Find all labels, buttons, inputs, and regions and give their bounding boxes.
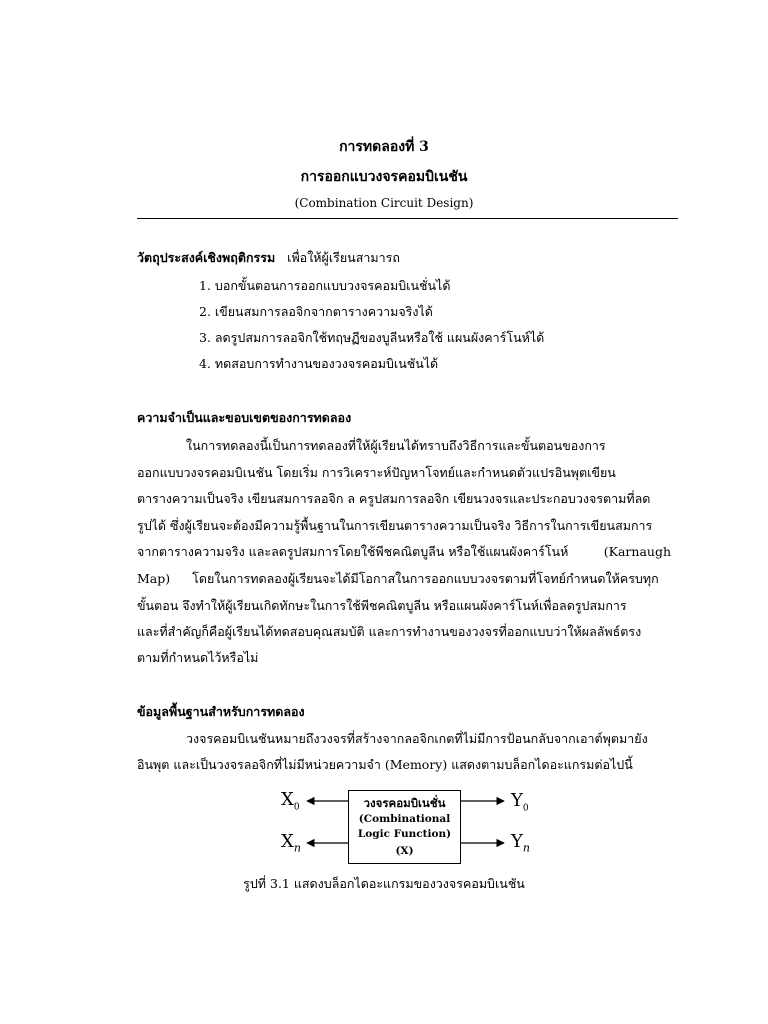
- scope-text: (Karnaugh: [603, 544, 671, 559]
- output-yn-label: $Y_n$: [511, 831, 530, 855]
- input-x0-label: $X_0$: [281, 789, 300, 813]
- block-label-line: Logic Function): [357, 828, 452, 840]
- experiment-title: การออกแบวงจรคอมบิเนชัน: [300, 169, 468, 185]
- scope-paragraph-line: ตามที่กำหนดไว้หรือไม่: [137, 650, 259, 665]
- block-title: วงจรคอมบิเนชั่น: [363, 796, 446, 810]
- scope-heading: ความจำเป็นและขอบเขตของการทดลอง: [137, 410, 352, 425]
- background-heading: ข้อมูลพื้นฐานสำหรับการทดลอง: [137, 704, 305, 719]
- scope-paragraph-line: ออกแบบวงจรคอมบิเนชัน โดยเริ่ม การวิเคราะห์ปัญหาโจทย์และกำหนดตัวแปรอินพุตเขียน: [137, 465, 616, 480]
- scope-paragraph-line: และที่สำคัญก็คือผู้เรียนได้ทดสอบคุณสมบัติ และการทำงานของวงจรที่ออกแบบว่าให้ผลลัพธ์ตรง: [137, 624, 642, 639]
- background-paragraph-line: อินพุต และเป็นวงจรลอจิกที่ไม่มีหน่วยความจำ (Memory) แสดงตามบล็อกไดอะแกรมต่อไปนี้: [137, 757, 633, 772]
- scope-text: จากตารางความจริง และลดรูปสมการโดยใช้พีชคณิตบูลีน หรือใช้แผนผังคาร์โนห์: [137, 544, 569, 559]
- objective-item-4: 4. ทดสอบการทำงานของวงจรคอมบิเนชันได้: [199, 356, 439, 371]
- scope-paragraph-line: ขั้นตอน จึงทำให้ผู้เรียนเกิดทักษะในการใช้พีชคณิตบูลีน หรือแผนผังคาร์โนห์เพื่อลดรูปสมการ: [137, 598, 627, 613]
- scope-paragraph-line: ตารางความเป็นจริง เขียนสมการลอจิก ล ครูปสมการลอจิก เขียนวงจรและประกอบวงจรตามที่ลด: [137, 491, 651, 506]
- input-xn-label: $X_n$: [281, 831, 301, 855]
- experiment-title-english: (Combination Circuit Design): [294, 196, 474, 210]
- objectives-heading: วัตถุประสงค์เชิงพฤติกรรม: [137, 250, 276, 265]
- experiment-number: การทดลองที่ 3: [339, 139, 429, 155]
- objectives-intro: เพื่อให้ผู้เรียนสามารถ: [287, 250, 400, 265]
- block-label-line: (X): [395, 845, 414, 857]
- scope-paragraph-line: ในการทดลองนี้เป็นการทดลองที่ให้ผู้เรียนได้ทราบถึงวิธีการและขั้นตอนของการ: [186, 438, 606, 453]
- scope-text: โดยในการทดลองผู้เรียนจะได้มีโอกาสในการออกแบบวงจรตามที่โจทย์กำหนดให้ครบทุก: [192, 571, 659, 586]
- background-paragraph-line: วงจรคอมบิเนชันหมายถึงวงจรที่สร้างจากลอจิกเกตที่ไม่มีการป้อนกลับจากเอาต์พุตมายัง: [186, 731, 648, 746]
- block-label-line: (Combinational: [358, 813, 451, 825]
- combinational-logic-block: [348, 790, 461, 864]
- objective-item-2: 2. เขียนสมการลอจิกจากตารางความจริงได้: [199, 304, 433, 319]
- figure-caption: รูปที่ 3.1 แสดงบล็อกไดอะแกรมของวงจรคอมบิเนชัน: [243, 876, 525, 891]
- scope-paragraph-line: รูปได้ ซึ่งผู้เรียนจะต้องมีความรู้พื้นฐานในการเขียนตารางความเป็นจริง วิธีการในการเขียนสมการ: [137, 518, 653, 533]
- output-y0-label: $Y_0$: [511, 790, 529, 814]
- objective-item-3: 3. ลดรูปสมการลอจิกใช้ทฤษฏีของบูลีนหรือใช้ แผนผังคาร์โนห์ได้: [199, 330, 545, 345]
- scope-text: Map): [137, 571, 171, 586]
- objective-item-1: 1. บอกขั้นตอนการออกแบบวงจรคอมบิเนชั่นได้: [199, 278, 451, 293]
